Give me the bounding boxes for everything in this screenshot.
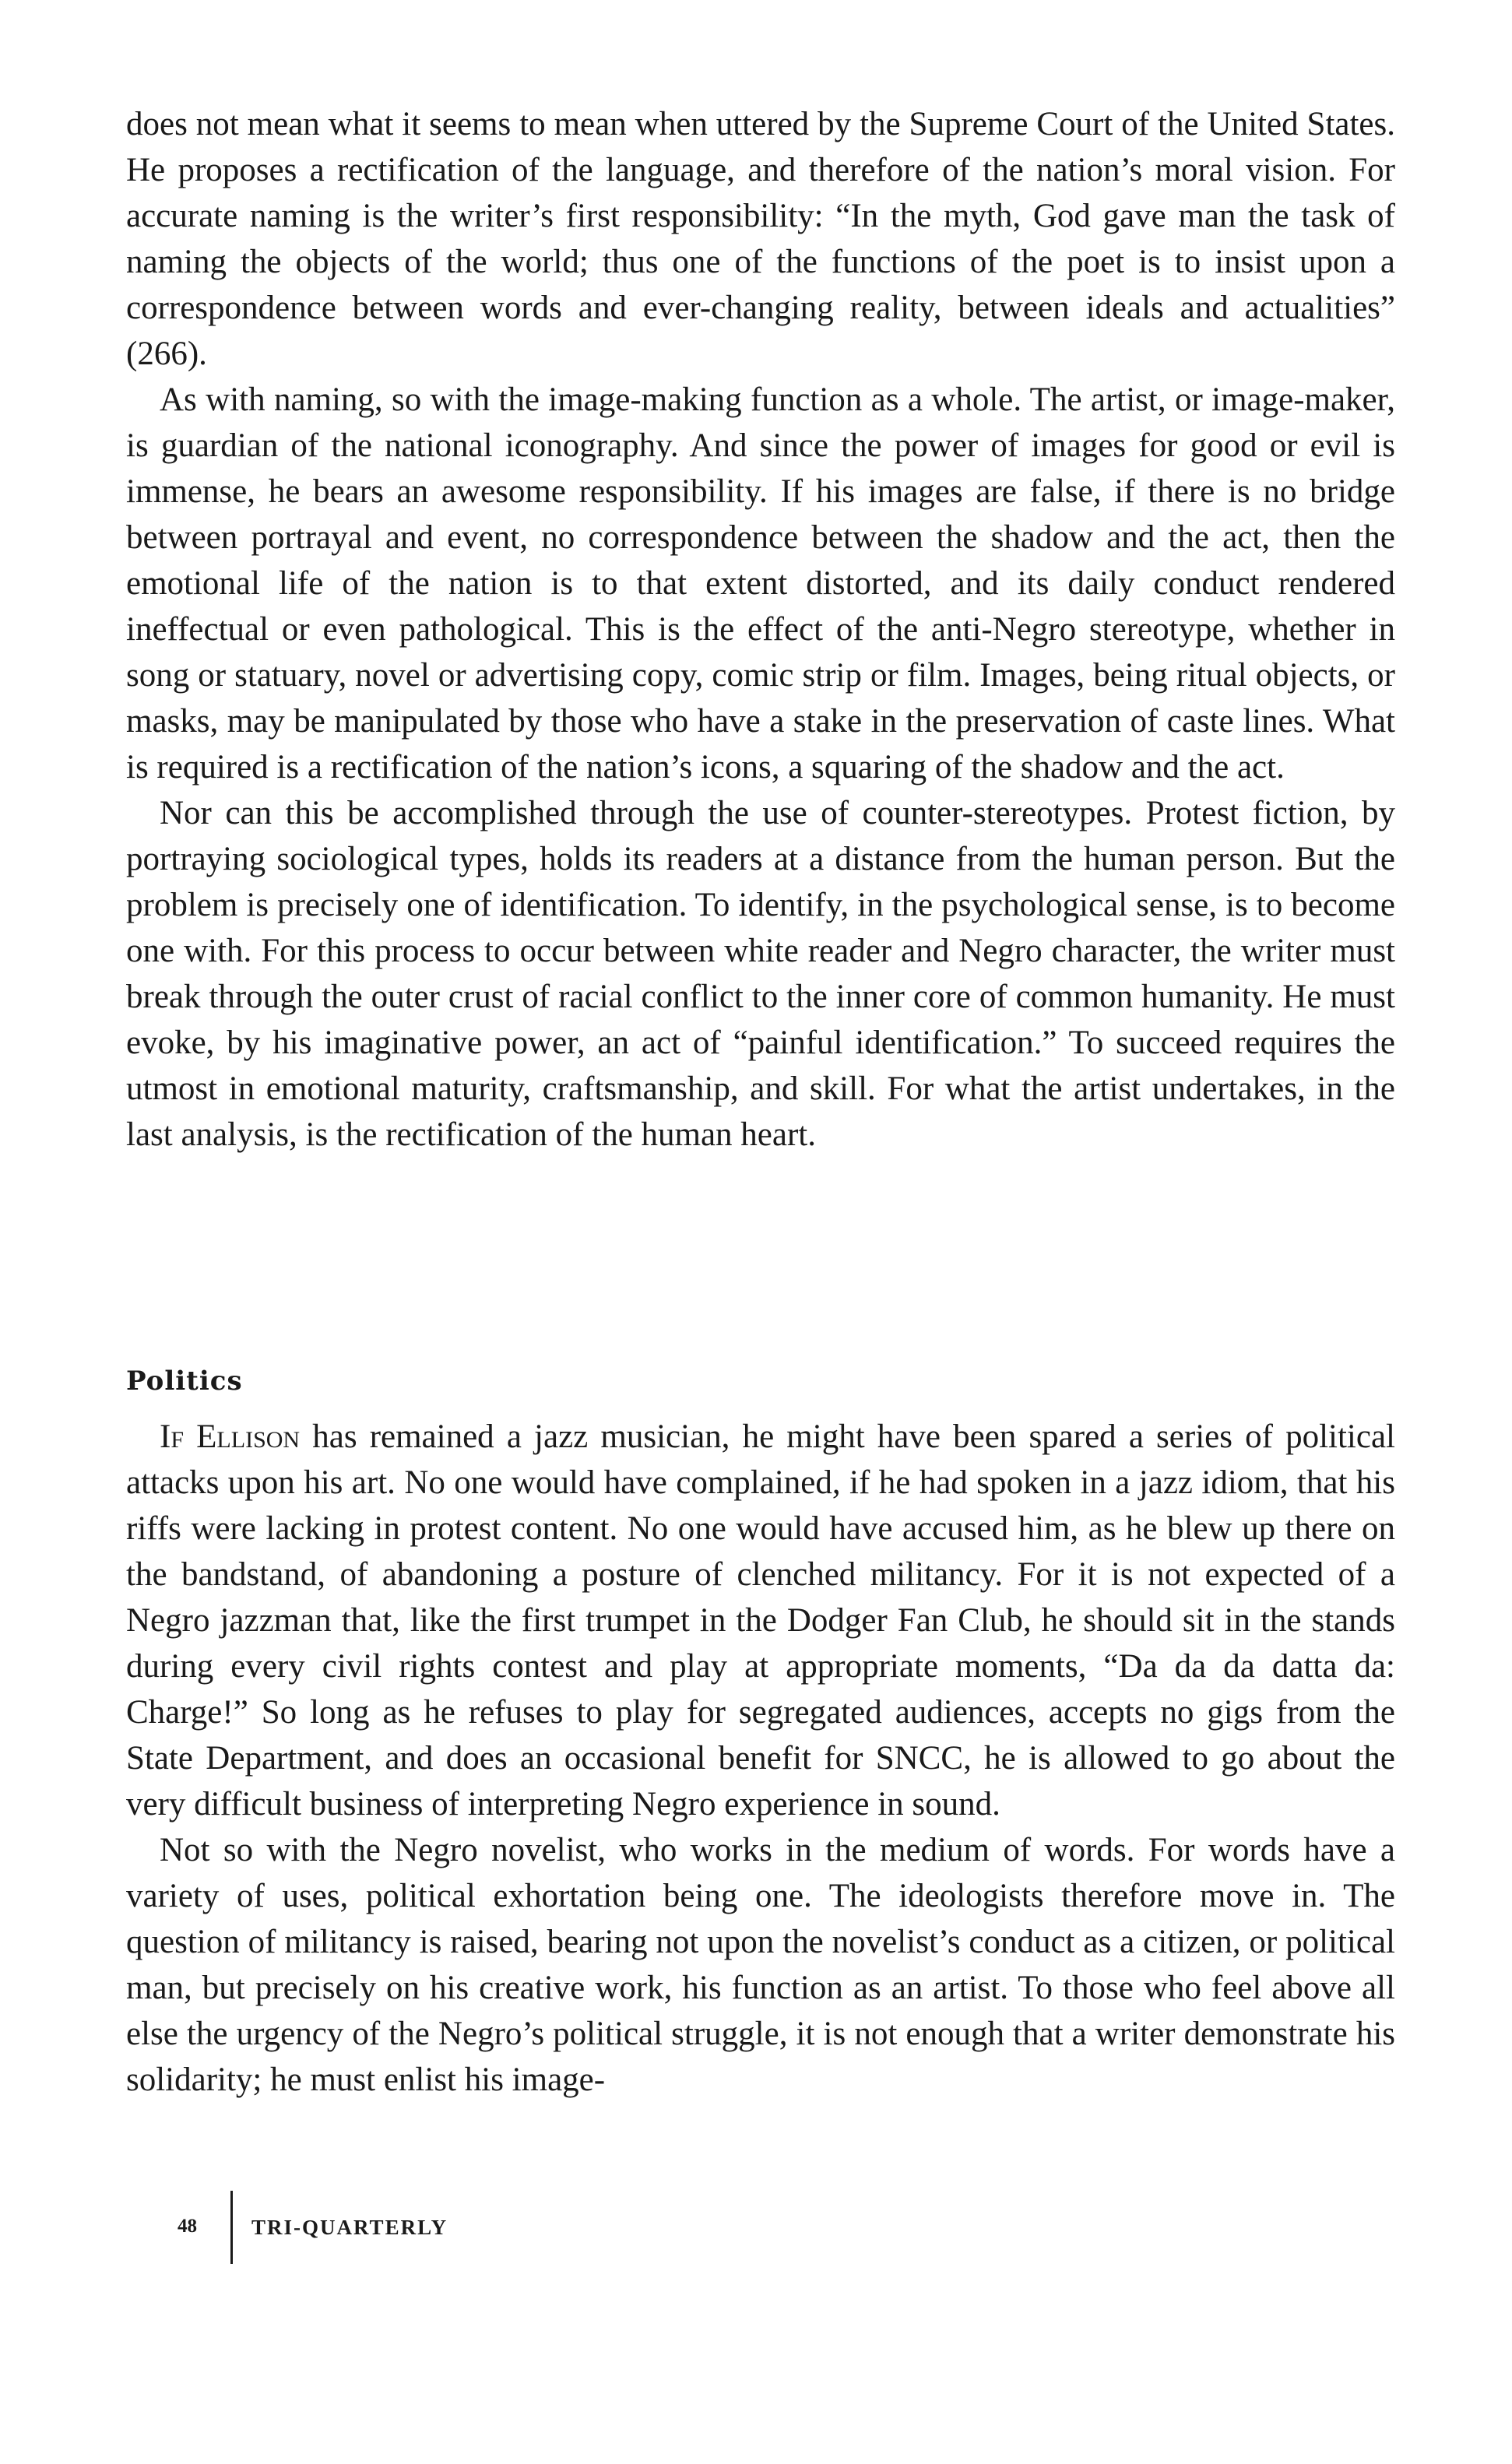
article-body-top (126, 101, 1395, 1158)
paragraph-jazz-musician (126, 1414, 1395, 1827)
section-heading-politics: Politics (126, 1366, 243, 1397)
paragraph-lead-in: If Ellison (160, 1418, 301, 1455)
footer-divider (230, 2191, 233, 2264)
paragraph-continuation: does not mean what it seems to mean when uttered by the Supreme Court of the United States. He proposes a rectification of the language, and therefore of the nation’s moral vision. For accurate naming is the writer’s first responsibility: “In the myth, God gave man the task of naming the objects of the world; thus one of the functions of the poet is to insist upon a correspondence between words and ever-changing reality, between ideals and actualities” (266). (126, 106, 1395, 372)
paragraph-jazz-musician-text: has remained a jazz musician, he might have been spared a series of political attacks upon his art. No one would have complained, if he had spoken in a jazz idiom, that his riffs were lacking in protest content. No one would have accused him, as he blew up there on the bandstand, of abandoning a posture of clenched militancy. For it is not expected of a Negro jazzman that, like the first trumpet in the Dodger Fan Club, he should sit in the stands during every civil rights contest and play at appropriate moments, “Da da da datta da: Charge!” So long as he refuses to play for segregated audiences, accepts no gigs from the State Department, and does an occasional benefit for SNCC, he is allowed to go about the very difficult business of interpreting Negro experience in sound. (126, 1418, 1395, 1823)
paragraph-negro-novelist: Not so with the Negro novelist, who works in the medium of words. For words have a variety of uses, political exhortation being one. The ideologists therefore move in. The question of militancy is raised, bearing not upon the novelist’s conduct as a citizen, or political man, but precisely on his creative work, his function as an artist. To those who feel above all else the urgency of the Negro’s political struggle, it is not enough that a writer demonstrate his solidarity; he must enlist his image- (126, 1832, 1395, 2098)
journal-name: TRI-QUARTERLY (251, 2216, 448, 2239)
page-number: 48 (178, 2216, 197, 2237)
paragraph-image-making: As with naming, so with the image-making function as a whole. The artist, or image-maker, is guardian of the national iconography. And since the power of images for good or evil is immense, he bears an awesome responsibility. If his images are false, if there is no bridge between portrayal and event, no correspondence between the shadow and the act, then the emotional life of the nation is to that extent distorted, and its daily conduct rendered ineffectual or even pathological. This is the effect of the anti-Negro stereotype, whether in song or statuary, novel or advertising copy, comic strip or film. Images, being ritual objects, or masks, may be manipulated by those who have a stake in the preservation of caste lines. What is required is a rectification of the nation’s icons, a squaring of the shadow and the act. (126, 381, 1395, 786)
article-body-politics (126, 1414, 1395, 2103)
paragraph-counter-stereotypes: Nor can this be accomplished through the use of counter-stereotypes. Protest fiction, by portraying sociological types, holds its readers at a distance from the human person. But the problem is precisely one of identification. To identify, in the psychological sense, is to become one with. For this process to occur between white reader and Negro character, the writer must break through the outer crust of racial conflict to the inner core of common humanity. He must evoke, by his imaginative power, an act of “painful identification.” To succeed requires the utmost in emotional maturity, craftsmanship, and skill. For what the artist undertakes, in the last analysis, is the rectification of the human heart. (126, 795, 1395, 1153)
